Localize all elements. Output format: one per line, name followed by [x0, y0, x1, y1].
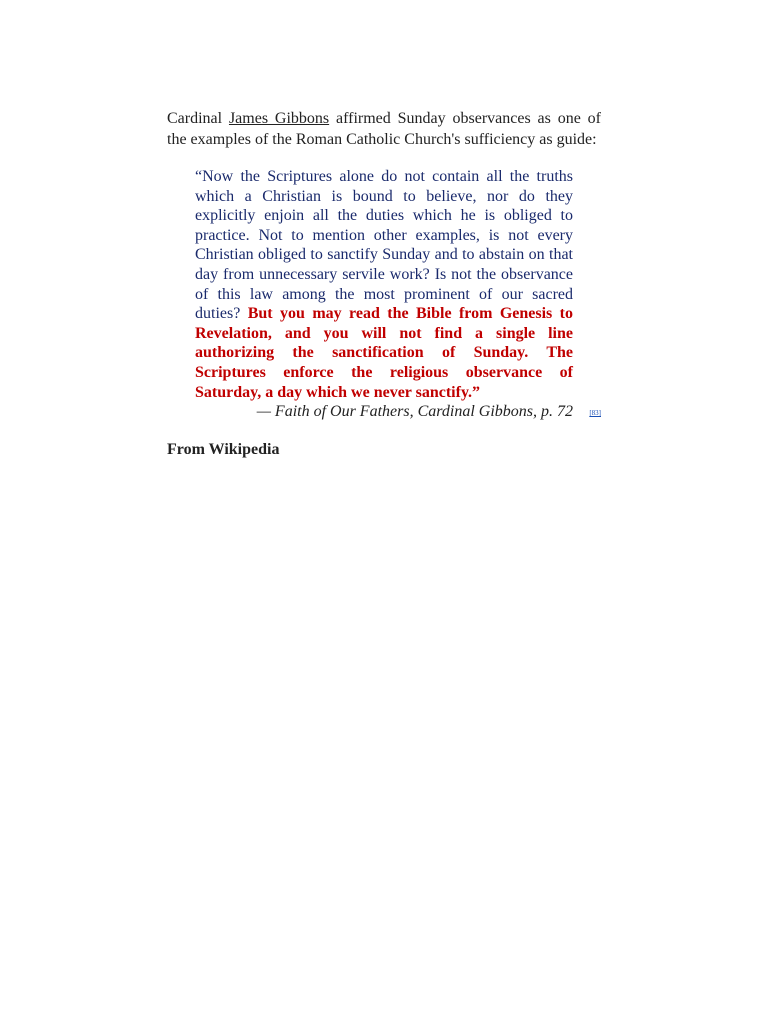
quote-plain-text: “Now the Scriptures alone do not contain all the truths which a Christian is bound to believe, nor do they explicitly enjoin all the duties which he is obliged to practice. Not to mention other examples, is not every Christian obliged to sanctify Sunday and to abstain on that day from unnecessary servile work? Is not the observance of this law among the most prominent of our sacred duties? — [195, 168, 573, 323]
blockquote — [195, 167, 601, 422]
quote-emphasis-text: But you may read the Bible from Genesis to Revelation, and you will not find a single line authorizing the sanctification of Sunday. The Scriptures enforce the religious observance of Saturday, a day which we never sanctify.” — [195, 305, 573, 401]
quote-text — [195, 167, 573, 402]
intro-text-after-link: affirmed Sunday observances as one of the examples of the Roman Catholic Church's sufficiency as guide: — [167, 110, 602, 148]
quote-attribution: — Faith of Our Fathers, Cardinal Gibbons, p. 72 — [256, 403, 573, 421]
footnote-reference-link[interactable]: [83] — [589, 408, 601, 417]
source-label: From Wikipedia — [167, 440, 280, 458]
intro-text-before-link: Cardinal — [167, 110, 229, 127]
intro-paragraph — [167, 109, 601, 150]
document-page — [167, 109, 601, 460]
james-gibbons-link[interactable]: James Gibbons — [228, 110, 330, 127]
